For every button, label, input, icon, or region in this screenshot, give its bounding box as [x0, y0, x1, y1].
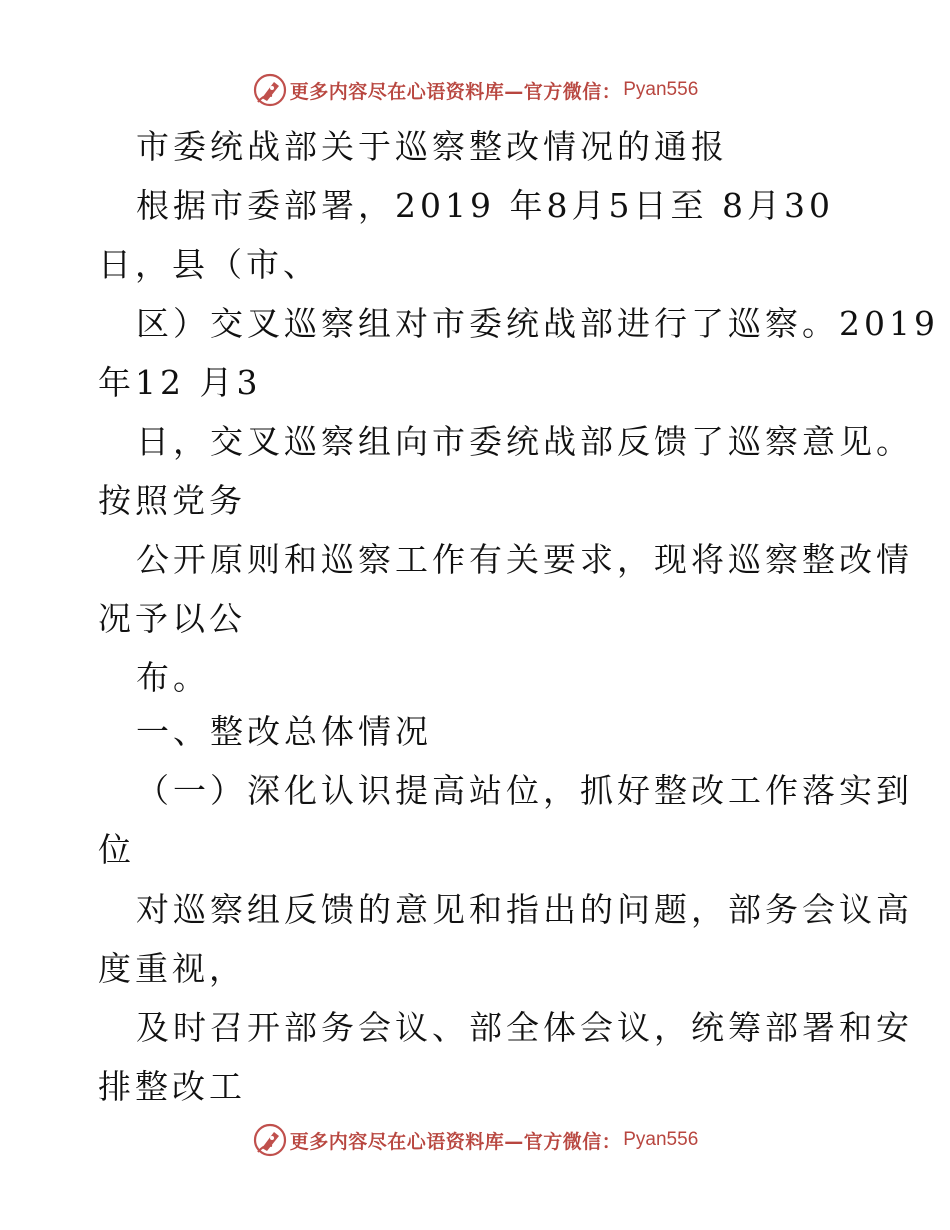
subsection-heading: （一）深化认识提高站位，抓好整改工作落实到	[136, 771, 913, 810]
footer-watermark-banner	[0, 1120, 950, 1160]
paragraph-line: 对巡察组反馈的意见和指出的问题，部务会议高	[136, 890, 913, 929]
paragraph-line: 布。	[136, 658, 210, 697]
paragraph-line: 况予以公	[98, 599, 246, 638]
pen-nib-logo-icon	[252, 1122, 288, 1158]
watermark-wechat-id: Pyan556	[623, 1129, 699, 1150]
section-heading: 一、整改总体情况	[136, 712, 432, 751]
paragraph-line: 区）交叉巡察组对市委统战部进行了巡察。2019	[136, 304, 939, 343]
paragraph-line: 及时召开部务会议、部全体会议，统筹部署和安	[136, 1008, 913, 1047]
paragraph-line: 年12 月3	[98, 363, 262, 402]
watermark-text: 更多内容尽在心语资料库—官方微信：	[289, 80, 622, 103]
document-title: 市委统战部关于巡察整改情况的通报	[136, 127, 728, 166]
paragraph-line: 日，交叉巡察组向市委统战部反馈了巡察意见。	[136, 422, 913, 461]
paragraph-line: 度重视，	[98, 949, 246, 988]
paragraph-line: 按照党务	[98, 481, 246, 520]
paragraph-line: 排整改工	[98, 1067, 246, 1106]
paragraph-line: 位	[98, 830, 135, 869]
paragraph-line: 公开原则和巡察工作有关要求，现将巡察整改情	[136, 540, 913, 579]
watermark-text: 更多内容尽在心语资料库—官方微信：	[289, 1130, 622, 1153]
paragraph-line: 根据市委部署，2019 年8月5日至 8月30	[136, 186, 834, 225]
paragraph-line: 日，县（市、	[98, 245, 320, 284]
watermark-wechat-id: Pyan556	[623, 79, 699, 100]
